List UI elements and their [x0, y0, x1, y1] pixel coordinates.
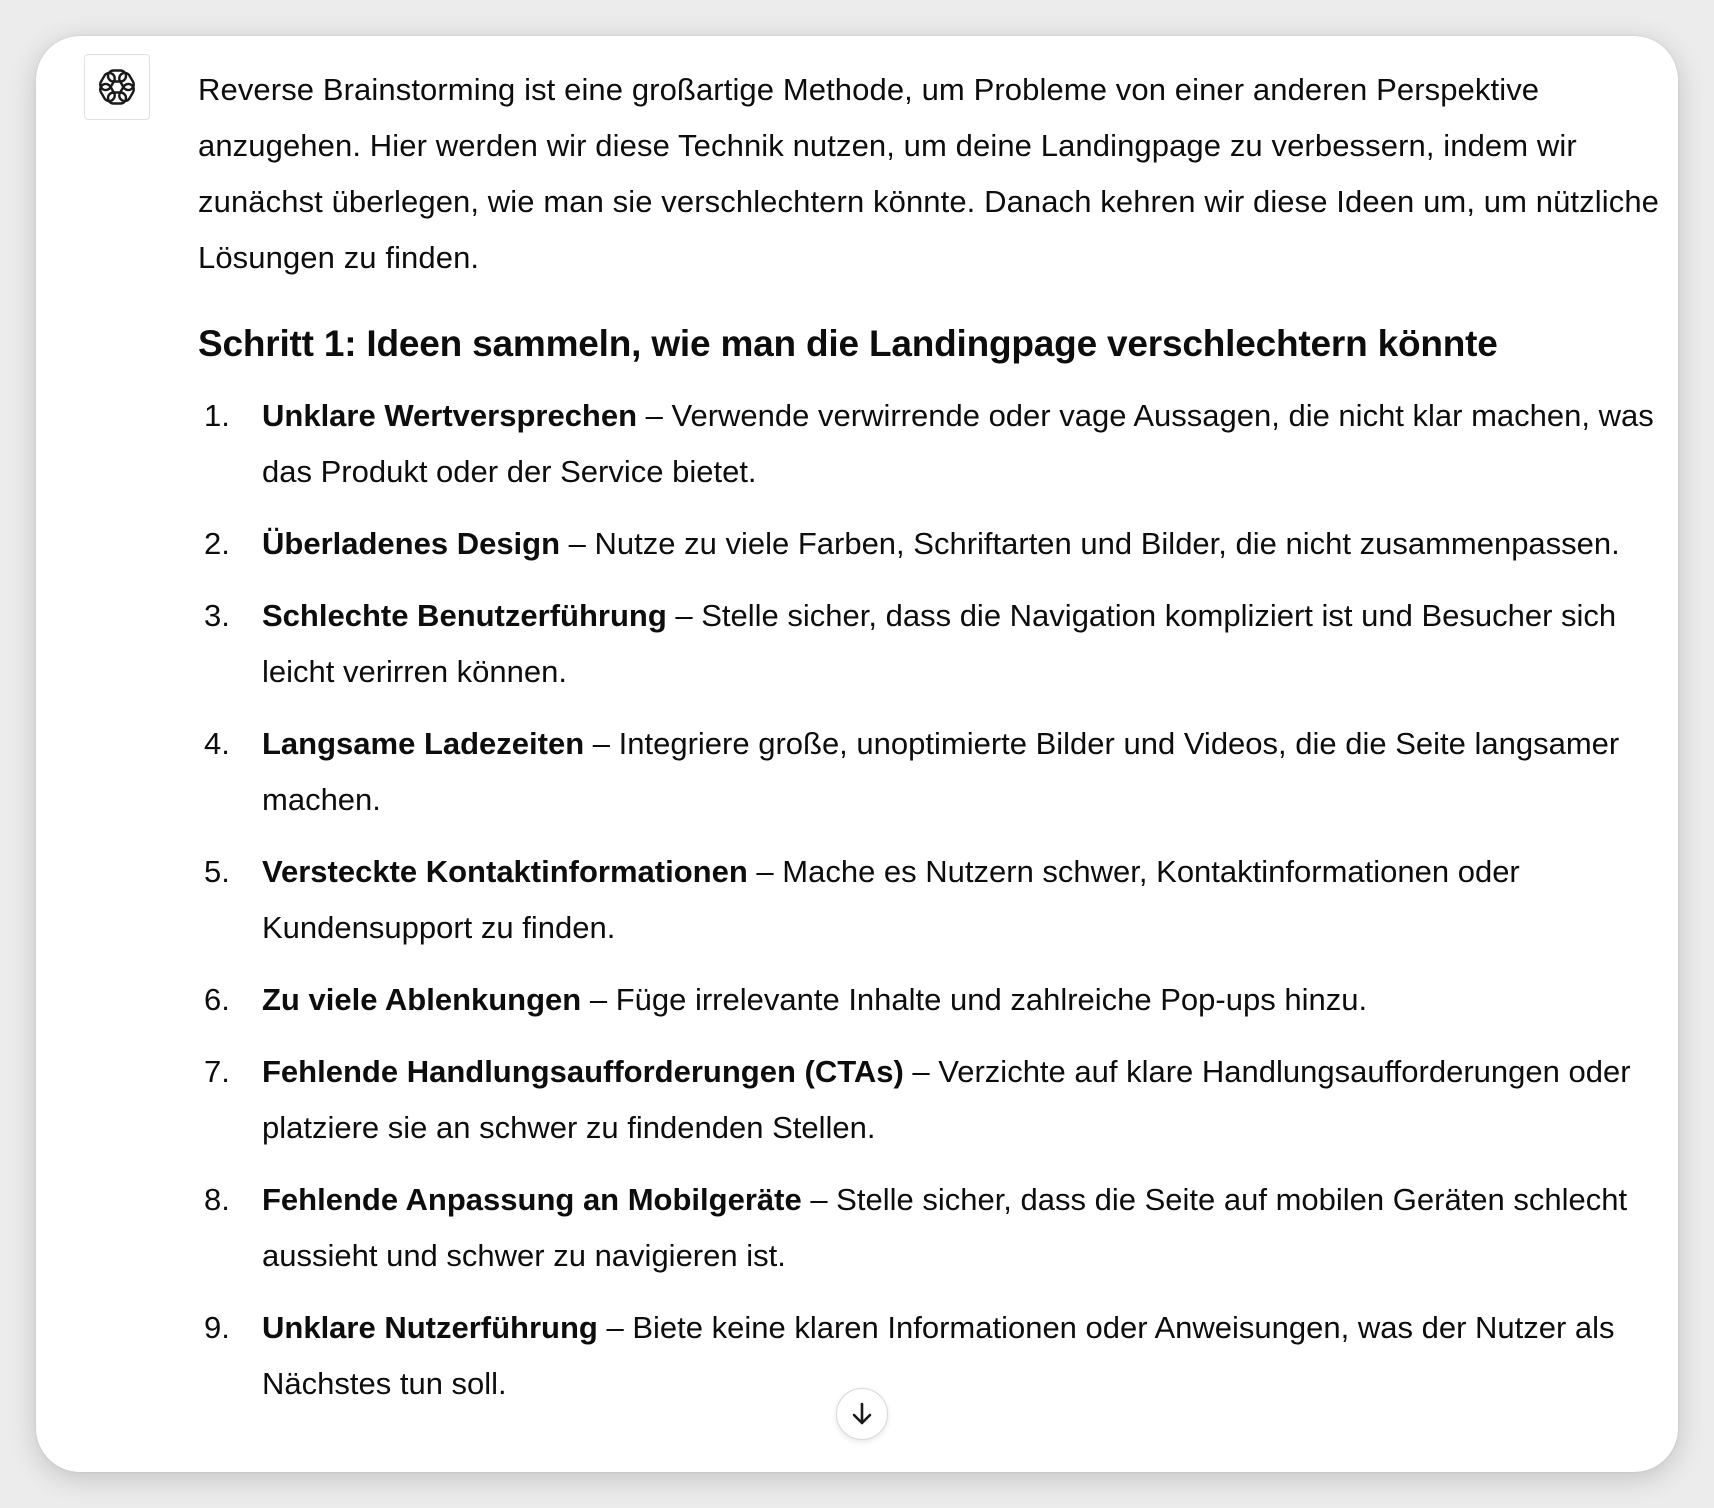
list-item-text: – Verzichte auf klare Handlungsaufforderungen oder platziere sie an schwer zu findenden Stellen. — [262, 1054, 1631, 1145]
arrow-down-icon — [848, 1400, 876, 1428]
message-intro: Reverse Brainstorming ist eine großartige Methode, um Probleme von einer anderen Perspektive anzugehen. Hier werden wir diese Technik nutzen, um deine Landingpage zu verbessern, indem wir zunächst überlegen, wie man sie verschlechtern könnte. Danach kehren wir diese Ideen um, um nützliche Lösungen zu finden. — [198, 72, 1659, 275]
list-item — [198, 1172, 1660, 1284]
list-item-title: Fehlende Handlungsaufforderungen (CTAs) — [262, 1054, 904, 1089]
list-item-title: Unklare Wertversprechen — [262, 398, 638, 433]
list-item-text: – Mache es Nutzern schwer, Kontaktinformationen oder Kundensupport zu finden. — [262, 854, 1520, 945]
openai-logo-icon — [97, 67, 137, 107]
list-item-number: 9. — [204, 1310, 230, 1345]
list-item — [198, 844, 1660, 956]
list-item — [198, 1044, 1660, 1156]
assistant-avatar — [84, 54, 150, 120]
list-item-text: – Verwende verwirrende oder vage Aussagen, die nicht klar machen, was das Produkt oder der Service bietet. — [262, 398, 1654, 489]
chat-window — [36, 36, 1678, 1472]
list-item — [198, 388, 1660, 500]
list-item-title: Schlechte Benutzerführung — [262, 598, 667, 633]
list-item-number: 1. — [204, 398, 230, 433]
list-item-text: – Stelle sicher, dass die Seite auf mobilen Geräten schlecht aussieht und schwer zu navigieren ist. — [262, 1182, 1628, 1273]
list-item-text: – Stelle sicher, dass die Navigation kompliziert ist und Besucher sich leicht verirren können. — [262, 598, 1617, 689]
list-item-title: Überladenes Design — [262, 526, 561, 561]
list-item-title: Langsame Ladezeiten — [262, 726, 585, 761]
list-item-number: 5. — [204, 854, 230, 889]
list-item-number: 3. — [204, 598, 230, 633]
list-item — [198, 1300, 1660, 1412]
list-item-text: – Biete keine klaren Informationen oder Anweisungen, was der Nutzer als Nächstes tun soll. — [262, 1310, 1615, 1401]
list-item-number: 4. — [204, 726, 230, 761]
list-item-text: – Füge irrelevante Inhalte und zahlreiche Pop-ups hinzu. — [581, 982, 1368, 1017]
list-item — [198, 972, 1660, 1028]
step-list — [198, 388, 1660, 1412]
list-item-text: – Nutze zu viele Farben, Schriftarten und Bilder, die nicht zusammenpassen. — [560, 526, 1620, 561]
section-heading: Schritt 1: Ideen sammeln, wie man die Landingpage verschlechtern könnte — [198, 323, 1498, 364]
list-item-number: 2. — [204, 526, 230, 561]
list-item-title: Zu viele Ablenkungen — [262, 982, 582, 1017]
list-item — [198, 716, 1660, 828]
list-item-title: Fehlende Anpassung an Mobilgeräte — [262, 1182, 802, 1217]
list-item-number: 8. — [204, 1182, 230, 1217]
list-item — [198, 516, 1660, 572]
list-item-title: Versteckte Kontaktinformationen — [262, 854, 748, 889]
assistant-message — [198, 62, 1660, 1428]
list-item — [198, 588, 1660, 700]
list-item-title: Unklare Nutzerführung — [262, 1310, 598, 1345]
scroll-down-button[interactable] — [836, 1388, 888, 1440]
list-item-number: 7. — [204, 1054, 230, 1089]
list-item-number: 6. — [204, 982, 230, 1017]
list-item-text: – Integriere große, unoptimierte Bilder und Videos, die die Seite langsamer machen. — [262, 726, 1620, 817]
